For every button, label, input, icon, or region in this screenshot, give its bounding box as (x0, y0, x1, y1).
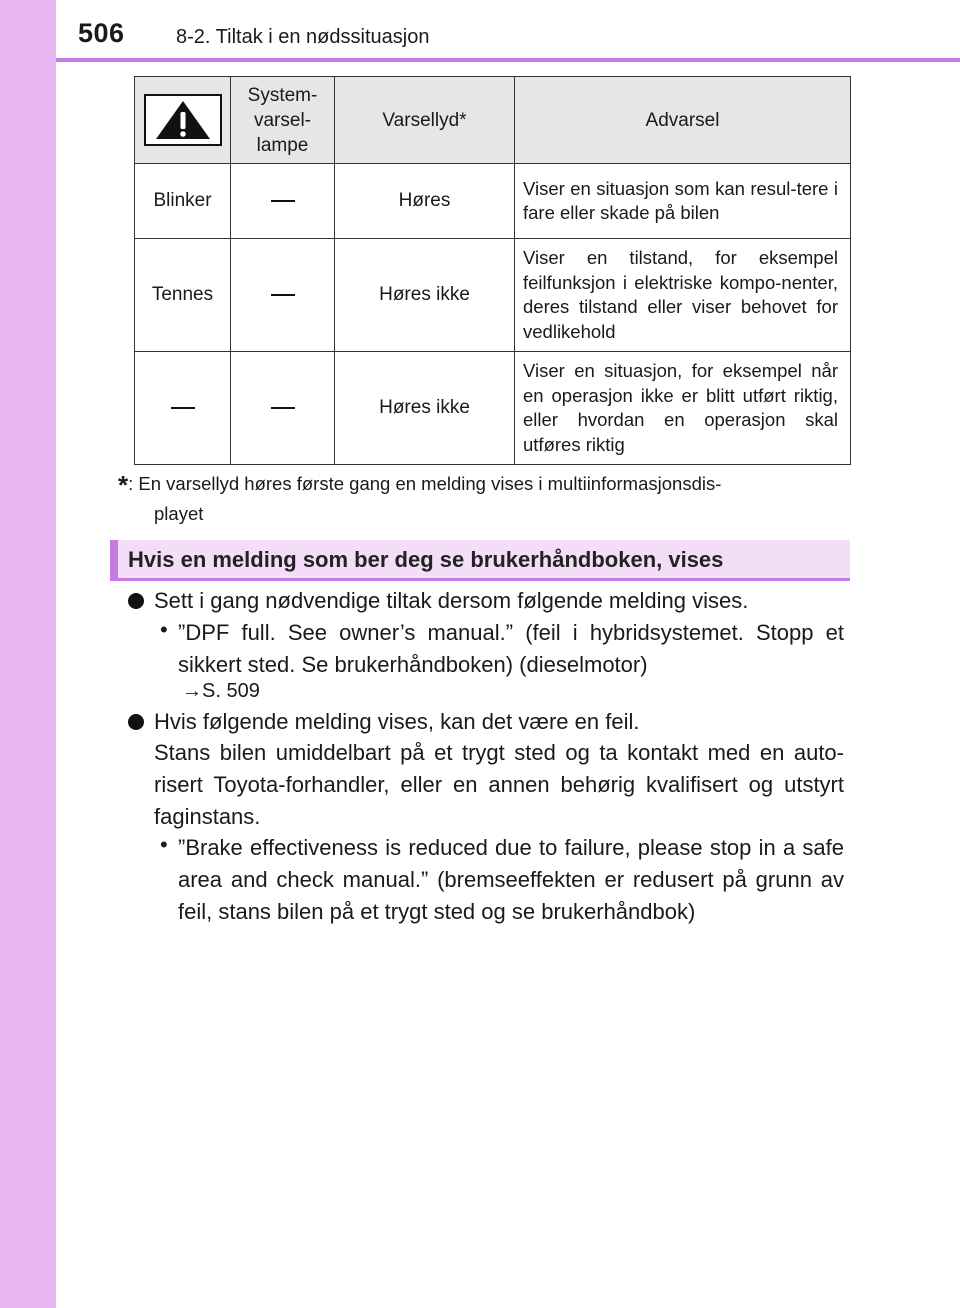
dash-cell (231, 239, 335, 352)
warning-cell: Viser en tilstand, for eksempel feilfunksjon i elektriske kompo-nenter, deres tilstand eller viser behovet for vedlikehold (515, 239, 851, 352)
sound-header: Varsellyd* (335, 77, 515, 164)
page-reference: S. 509 (202, 680, 260, 702)
dash-cell (231, 352, 335, 465)
footnote-text: : En varsellyd høres første gang en melding vises i multiinformasjonsdis- (128, 473, 722, 494)
warning-header: Advarsel (515, 77, 851, 164)
bullet-icon (128, 593, 144, 609)
lamp-header (231, 77, 335, 164)
item-1-ref (182, 677, 260, 705)
sub-bullet-icon: • (160, 617, 168, 642)
lamp-header-line-2: varsel- (253, 109, 311, 131)
warning-table (134, 76, 851, 465)
lamp-header-line-1: System- (247, 84, 318, 106)
sound-cell: Høres ikke (335, 239, 515, 352)
item-1-text: Sett i gang nødvendige tiltak dersom følgende melding vises. (154, 588, 749, 613)
item-2-text: Hvis følgende melding vises, kan det være en feil. (154, 709, 640, 734)
table-header-row (135, 77, 851, 164)
dash-mark (271, 200, 295, 202)
page-number: 506 (78, 18, 125, 48)
section-heading: Hvis en melding som ber deg se brukerhåndboken, vises (128, 547, 724, 572)
footnote-marker: * (118, 470, 129, 500)
lamp-cell: Blinker (135, 164, 231, 239)
item-1-sub: ”DPF full. See owner’s manual.” (feil i hybridsystemet. Stopp et sikkert sted. Se brukerhåndboken) (dieselmotor) (178, 620, 844, 677)
heading-accent (110, 540, 118, 578)
lamp-cell (135, 352, 231, 465)
side-strip (0, 0, 56, 1308)
table-row (135, 352, 851, 465)
lamp-cell: Tennes (135, 239, 231, 352)
bullet-icon (128, 714, 144, 730)
footnote (118, 470, 842, 499)
item-2-paragraph: Stans bilen umiddelbart på et trygt sted og ta kontakt med en auto-risert Toyota-forhandler, eller en annen behørig kvalifisert og utstyrt faginstans. (154, 740, 844, 829)
footnote-continuation: playet (154, 503, 204, 524)
header-rule (56, 58, 960, 62)
section-heading-bar (110, 540, 850, 581)
sound-cell: Høres (335, 164, 515, 239)
dash-mark (271, 294, 295, 296)
table-row (135, 164, 851, 239)
dash-mark (271, 407, 295, 409)
dash-mark (171, 407, 195, 409)
item-2-sub: ”Brake effectiveness is reduced due to failure, please stop in a safe area and check manual.” (bremseeffekten er redusert på grunn av feil, stans bilen på et trygt sted og se brukerhåndbok) (178, 835, 844, 924)
warning-cell: Viser en situasjon som kan resul-tere i fare eller skade på bilen (515, 164, 851, 239)
dash-cell (231, 164, 335, 239)
sub-bullet-icon: • (160, 832, 168, 857)
page-header (0, 0, 960, 62)
sound-cell: Høres ikke (335, 352, 515, 465)
arrow-right-icon: → (182, 680, 202, 702)
warning-cell: Viser en situasjon, for eksempel når en operasjon ikke er blitt utført riktig, eller hvordan en operasjon skal utføres riktig (515, 352, 851, 465)
lamp-header-line-3: lampe (256, 134, 309, 156)
warning-triangle-icon (144, 94, 222, 146)
section-title: 8-2. Tiltak i en nødssituasjon (176, 26, 430, 48)
table-row (135, 239, 851, 352)
icon-header-cell (135, 77, 231, 164)
